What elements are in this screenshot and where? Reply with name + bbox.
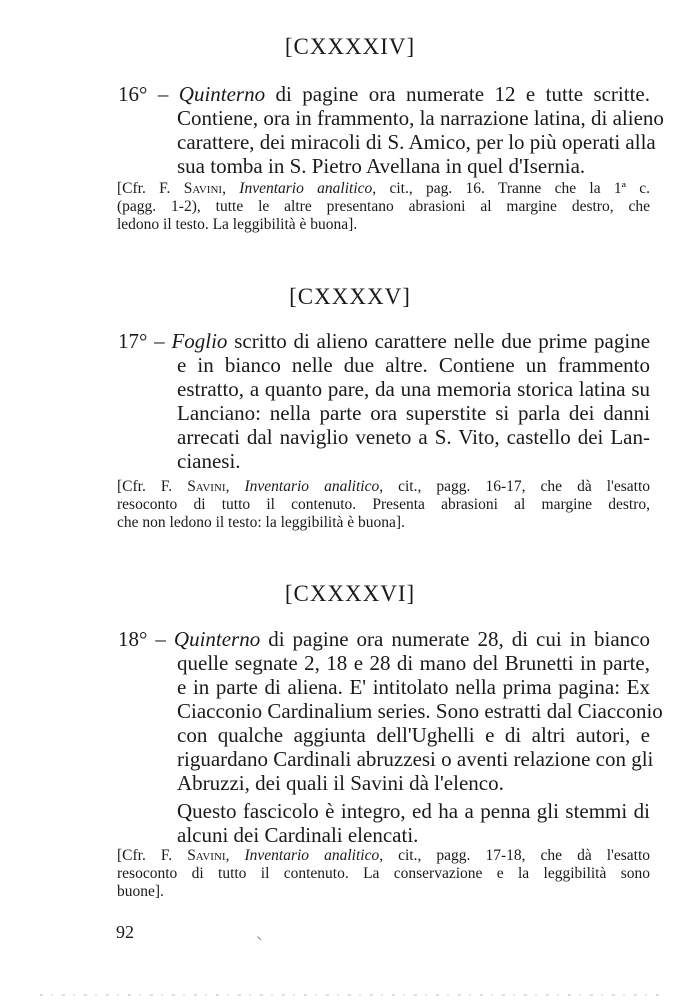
scan-mark xyxy=(257,933,265,941)
note-line-rest: , cit., pagg. 16-17, che dà l'esatto xyxy=(379,478,650,495)
entry-line: cianesi. xyxy=(177,449,241,473)
note-line-rest: , cit., pagg. 17-18, che dà l'esatto xyxy=(379,847,650,864)
entry-paragraph-2 xyxy=(118,799,650,847)
note-17 xyxy=(117,478,650,532)
entry-line: Questo fascicolo è integro, ed ha a penna gli stemmi di xyxy=(177,799,650,823)
entry-line: quelle segnate 2, 18 e 28 di mano del Brunetti in parte, xyxy=(177,651,650,675)
entry-line: Ciacconio Cardinalium series. Sono estratti dal Ciacconio xyxy=(177,699,663,723)
entry-18 xyxy=(118,627,663,847)
note-16 xyxy=(117,180,650,234)
entry-line xyxy=(118,82,650,106)
note-18 xyxy=(117,847,650,901)
entry-term: Quinterno xyxy=(173,627,261,651)
entry-line: sua tomba in S. Pietro Avellana in quel d'Isernia. xyxy=(177,154,586,178)
note-open: [Cfr. F. xyxy=(117,180,184,197)
note-line: (pagg. 1-2), tutte le altre presentano abrasioni al margine destro, che xyxy=(117,198,650,215)
entry-line: arrecati dal naviglio veneto a S. Vito, castello dei Lan- xyxy=(177,425,650,449)
note-line: buone]. xyxy=(117,883,164,900)
entry-line-rest: di pagine ora numerate 28, di cui in bianco xyxy=(260,627,650,651)
entry-number: 17° xyxy=(118,329,148,353)
note-work: Inventario analitico xyxy=(244,847,380,864)
note-sep: , xyxy=(225,847,245,864)
section-heading-cxxxxiv: [CXXXXIV] xyxy=(284,34,416,59)
entry-16 xyxy=(118,82,664,178)
note-open: [Cfr. F. xyxy=(117,478,188,495)
page-number: 92 xyxy=(116,922,134,942)
note-open: [Cfr. F. xyxy=(117,847,188,864)
entry-line: alcuni dei Cardinali elencati. xyxy=(177,823,419,847)
note-line xyxy=(117,478,650,496)
entry-line-rest: di pagine ora numerate 12 e tutte scritte. xyxy=(265,82,651,106)
entry-17 xyxy=(118,329,650,473)
entry-line: e in bianco nelle due altre. Contiene un frammento xyxy=(177,353,650,377)
note-sep: , xyxy=(225,478,245,495)
note-line-rest: , cit., pag. 16. Tranne che la 1ª c. xyxy=(372,180,651,197)
entry-line: carattere, dei miracoli di S. Amico, per lo più operati alla xyxy=(177,130,656,154)
note-line: resoconto di tutto il contenuto. Presenta abrasioni al margine destro, xyxy=(117,496,650,513)
section-heading-cxxxxv: [CXXXXV] xyxy=(289,284,411,309)
entry-dash: – xyxy=(155,627,166,651)
entry-term: Quinterno xyxy=(178,82,266,106)
entry-line: Lanciano: nella parte ora superstite si parla dei danni xyxy=(177,401,650,425)
note-sep: , xyxy=(222,180,240,197)
entry-line: con qualche aggiunta dell'Ughelli e di altri autori, e xyxy=(177,723,650,747)
entry-line: riguardano Cardinali abruzzesi o aventi relazione con gli xyxy=(177,747,654,771)
entry-line: Abruzzi, dei quali il Savini dà l'elenco. xyxy=(177,771,504,795)
entry-line-rest: scritto di alieno carattere nelle due prime pagine xyxy=(227,329,651,353)
note-author: Savini xyxy=(187,847,226,864)
note-line: ledono il testo. La leggibilità è buona]. xyxy=(117,216,358,233)
note-work: Inventario analitico xyxy=(244,478,380,495)
note-author: Savini xyxy=(187,478,226,495)
entry-line: Contiene, ora in frammento, la narrazione latina, di alieno xyxy=(177,106,664,130)
entry-line xyxy=(118,329,650,353)
note-line xyxy=(117,847,650,865)
entry-dash: – xyxy=(157,82,169,106)
note-work: Inventario analitico xyxy=(239,180,373,197)
section-heading-cxxxxvi: [CXXXXVI] xyxy=(284,581,416,606)
entry-number: 18° xyxy=(118,627,148,651)
entry-number: 16° xyxy=(118,82,148,106)
entry-line xyxy=(118,627,650,651)
note-author: Savini xyxy=(183,180,223,197)
entry-term: Foglio xyxy=(171,329,228,353)
entry-dash: – xyxy=(154,329,165,353)
note-line xyxy=(117,180,650,198)
note-line: resoconto di tutto il contenuto. La conservazione e la leggibilità sono xyxy=(117,865,650,882)
entry-line: e in parte di aliena. E' intitolato nella prima pagina: Ex xyxy=(177,675,650,699)
scan-edge-noise xyxy=(40,994,660,996)
note-line: che non ledono il testo: la leggibilità è buona]. xyxy=(117,514,405,531)
entry-line: estratto, a quanto pare, da una memoria storica latina su xyxy=(177,377,650,401)
